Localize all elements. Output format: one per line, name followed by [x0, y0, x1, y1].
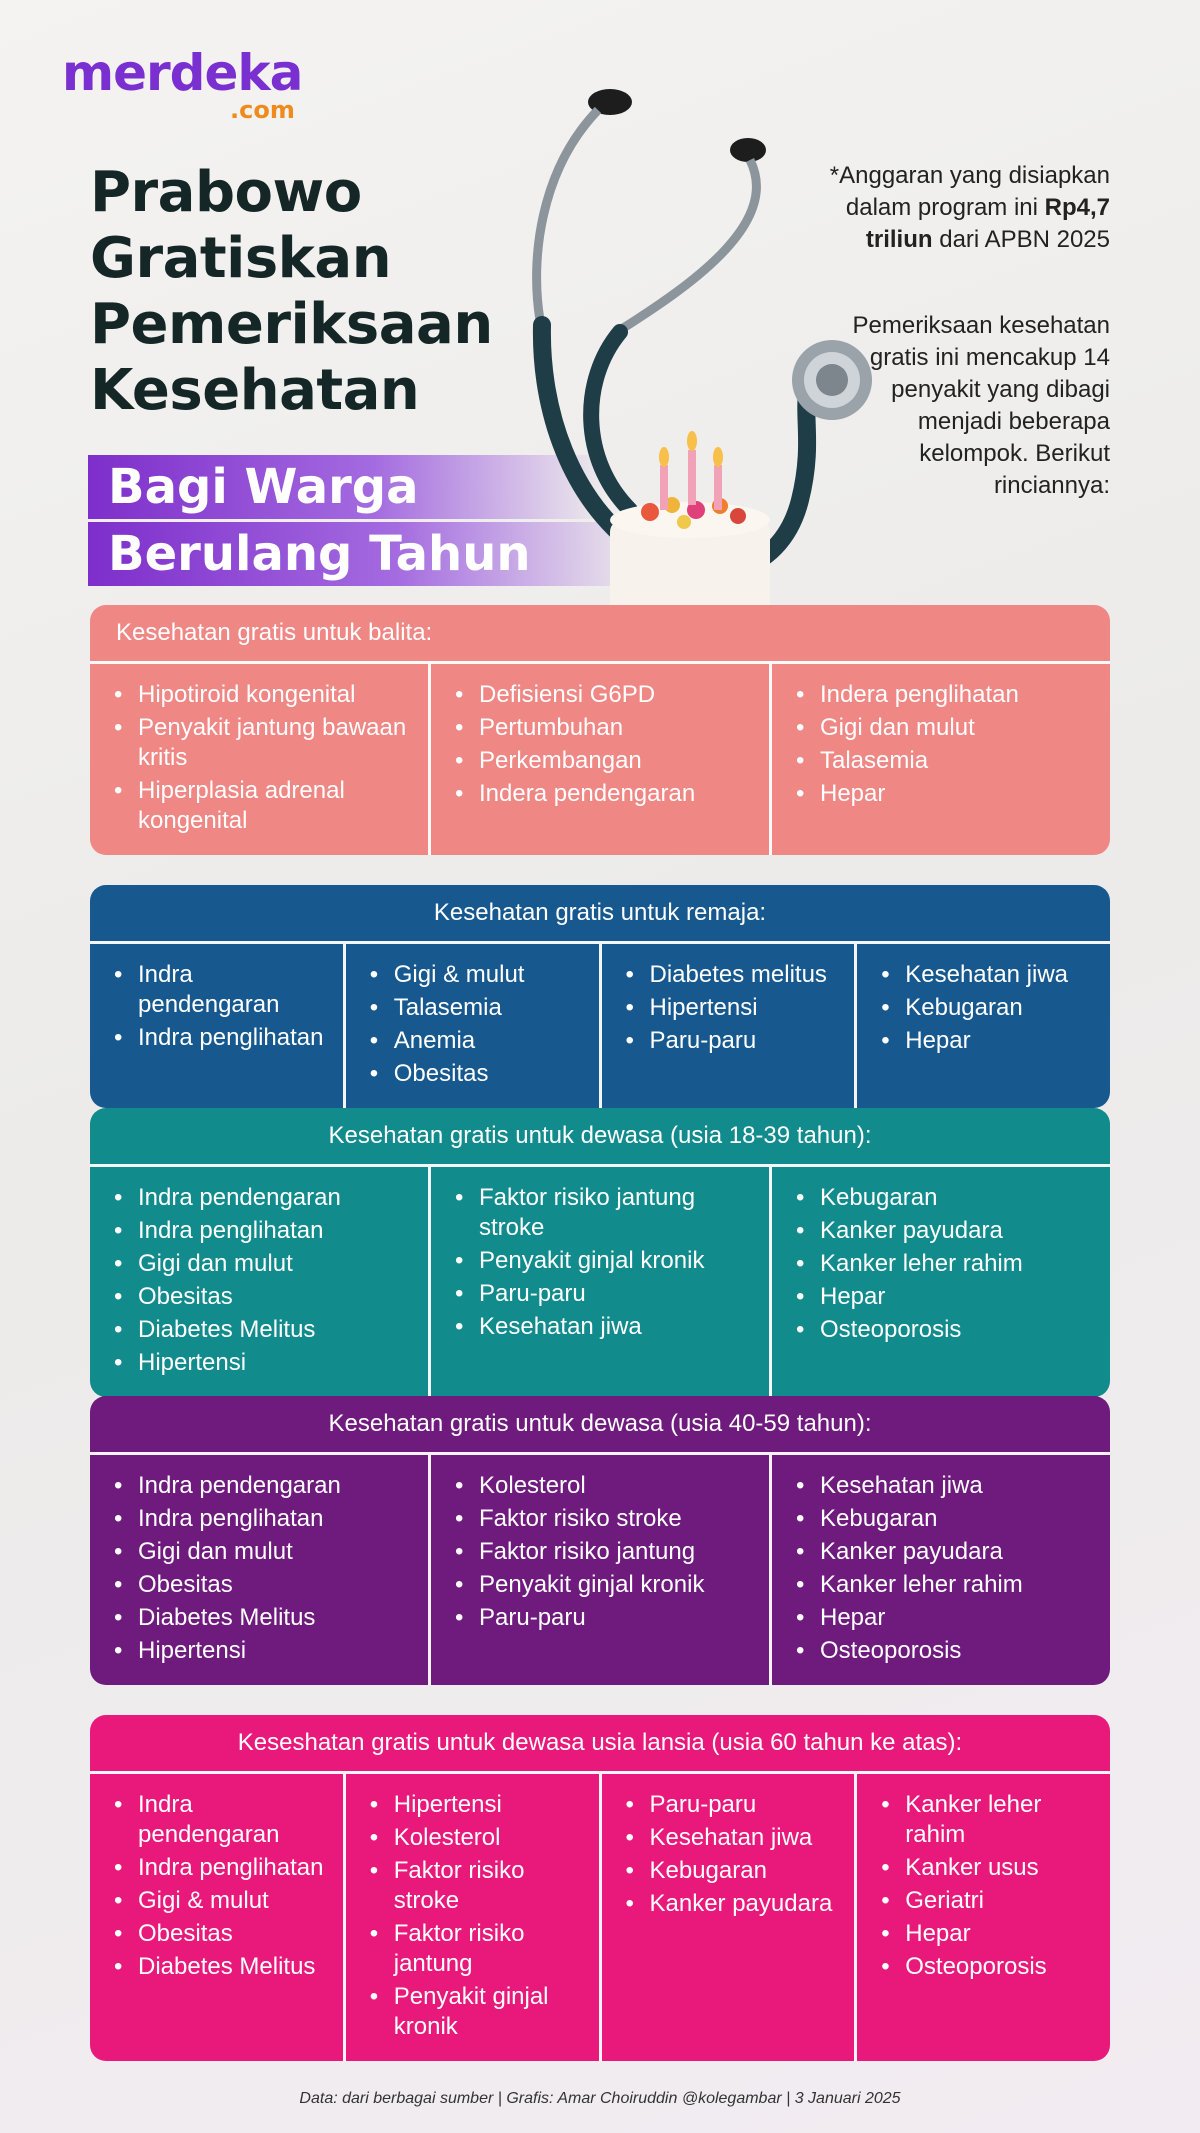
section-title: Kesehatan gratis untuk dewasa (usia 40-59 tahun):: [328, 1410, 872, 1437]
list-item: • Kebugaran: [796, 1504, 1100, 1534]
binaural-right: [620, 160, 756, 330]
list-item: • Hipertensi: [114, 1636, 418, 1666]
flame-icon: [687, 431, 697, 451]
section-column: [769, 1164, 1110, 1397]
list-item: • Faktor risiko stroke: [370, 1856, 589, 1916]
list-item: • Hepar: [796, 1282, 1100, 1312]
list-item: • Faktor risiko jantung: [370, 1919, 589, 1979]
list-item: • Kanker usus: [881, 1853, 1100, 1883]
list-item: • Kebugaran: [626, 1856, 845, 1886]
section-title: Kesehatan gratis untuk dewasa (usia 18-39 tahun):: [328, 1122, 872, 1149]
list-item: • Obesitas: [114, 1570, 418, 1600]
list-item: • Gigi dan mulut: [114, 1249, 418, 1279]
list-item: • Kanker leher rahim: [881, 1790, 1100, 1850]
list-item: • Kesehatan jiwa: [881, 960, 1100, 990]
section-columns: [90, 1164, 1110, 1397]
section-column: [343, 941, 599, 1108]
list-item: • Hipertensi: [114, 1348, 418, 1378]
list-item: • Kolesterol: [455, 1471, 759, 1501]
section-column: [428, 661, 769, 855]
section-column: [90, 661, 428, 855]
list-item: • Penyakit ginjal kronik: [455, 1570, 759, 1600]
list-item: • Paru-paru: [455, 1279, 759, 1309]
list-item: • Indra penglihatan: [114, 1504, 418, 1534]
list-item: • Hiperplasia adrenal kongenital: [114, 776, 418, 836]
merdeka-logo[interactable]: [62, 44, 303, 124]
section-column: [90, 1164, 428, 1397]
list-item: • Gigi & mulut: [114, 1886, 333, 1916]
budget-note-pre: *Anggaran yang disiapkan dalam program ini: [829, 162, 1110, 221]
list-item: • Hepar: [796, 779, 1100, 809]
list-item: • Kesehatan jiwa: [626, 1823, 845, 1853]
budget-note: [780, 160, 1110, 256]
tubing-yoke: [591, 332, 630, 510]
candle: [688, 450, 696, 505]
list-item: • Indra pendengaran: [114, 1183, 418, 1213]
list-item: • Pertumbuhan: [455, 713, 759, 743]
section-column: [854, 1771, 1110, 2061]
list-item: • Kebugaran: [881, 993, 1100, 1023]
list-item: • Kesehatan jiwa: [796, 1471, 1100, 1501]
headline-line: Prabowo: [90, 160, 362, 225]
headline-line: Pemeriksaan: [90, 292, 493, 357]
list-item: • Obesitas: [114, 1282, 418, 1312]
list-item: • Diabetes Melitus: [114, 1603, 418, 1633]
list-item: • Talasemia: [370, 993, 589, 1023]
section-title: Kesehatan gratis untuk remaja:: [433, 899, 767, 926]
list-item: • Kanker payudara: [626, 1889, 845, 1919]
list-item: • Indera pendengaran: [455, 779, 759, 809]
section-column: [343, 1771, 599, 2061]
list-item: • Kanker leher rahim: [796, 1570, 1100, 1600]
list-item: • Osteoporosis: [796, 1315, 1100, 1345]
section-column: [769, 661, 1110, 855]
logo-wordmark: merdeka: [62, 44, 303, 102]
list-item: • Gigi dan mulut: [796, 713, 1100, 743]
headline-line: Gratiskan: [90, 226, 392, 291]
section-title: Kesehatan gratis untuk balita:: [116, 619, 433, 646]
section-title: Keseshatan gratis untuk dewasa usia lansia (usia 60 tahun ke atas):: [237, 1729, 963, 1756]
section-column: [854, 941, 1110, 1108]
list-item: • Obesitas: [114, 1919, 333, 1949]
section-column: [428, 1452, 769, 1685]
list-item: • Faktor risiko stroke: [455, 1504, 759, 1534]
list-item: • Obesitas: [370, 1059, 589, 1089]
list-item: • Defisiensi G6PD: [455, 680, 759, 710]
list-item: • Paru-paru: [455, 1603, 759, 1633]
list-item: • Gigi & mulut: [370, 960, 589, 990]
list-item: • Hipotiroid kongenital: [114, 680, 418, 710]
logo-domain: .com: [230, 96, 295, 124]
list-item: • Penyakit ginjal kronik: [370, 1982, 589, 2042]
headline-line: Kesehatan: [90, 358, 420, 423]
section-column: [90, 1452, 428, 1685]
binaural-left: [537, 110, 598, 320]
section-balita: [90, 605, 1110, 855]
list-item: • Penyakit jantung bawaan kritis: [114, 713, 418, 773]
list-item: • Faktor risiko jantung stroke: [455, 1183, 759, 1243]
list-item: • Indra penglihatan: [114, 1023, 333, 1053]
budget-amount: Rp4,7 triliun: [865, 194, 1110, 253]
list-item: • Osteoporosis: [881, 1952, 1100, 1982]
section-column: [769, 1452, 1110, 1685]
section-lansia: [90, 1715, 1110, 2061]
list-item: • Kanker leher rahim: [796, 1249, 1100, 1279]
section-columns: [90, 1452, 1110, 1685]
section-dewasa-18-39: [90, 1108, 1110, 1397]
list-item: • Indra pendengaran: [114, 1471, 418, 1501]
section-columns: [90, 1771, 1110, 2061]
list-item: • Hepar: [796, 1603, 1100, 1633]
list-item: • Osteoporosis: [796, 1636, 1100, 1666]
headline-band-2: Berulang Tahun: [88, 522, 648, 586]
list-item: • Hipertensi: [626, 993, 845, 1023]
list-item: • Paru-paru: [626, 1026, 845, 1056]
section-column: [90, 1771, 343, 2061]
list-item: • Indra pendengaran: [114, 960, 333, 1020]
section-columns: [90, 661, 1110, 855]
footer-credits: Data: dari berbagai sumber | Grafis: Amar Choiruddin @kolegambar | 3 Januari 2025: [299, 2090, 901, 2107]
list-item: • Kanker payudara: [796, 1216, 1100, 1246]
list-item: • Indera penglihatan: [796, 680, 1100, 710]
list-item: • Diabetes Melitus: [114, 1315, 418, 1345]
list-item: • Kanker payudara: [796, 1537, 1100, 1567]
list-item: • Geriatri: [881, 1886, 1100, 1916]
list-item: • Talasemia: [796, 746, 1100, 776]
earpiece-right-icon: [730, 138, 766, 162]
list-item: • Diabetes melitus: [626, 960, 845, 990]
list-item: • Perkembangan: [455, 746, 759, 776]
list-item: • Penyakit ginjal kronik: [455, 1246, 759, 1276]
section-column: [90, 941, 343, 1108]
list-item: • Gigi dan mulut: [114, 1537, 418, 1567]
list-item: • Hepar: [881, 1026, 1100, 1056]
list-item: • Indra penglihatan: [114, 1216, 418, 1246]
headline: [90, 160, 493, 424]
list-item: • Faktor risiko jantung: [455, 1537, 759, 1567]
section-columns: [90, 941, 1110, 1108]
section-dewasa-40-59: [90, 1396, 1110, 1685]
list-item: • Kebugaran: [796, 1183, 1100, 1213]
list-item: • Indra penglihatan: [114, 1853, 333, 1883]
list-item: • Indra pendengaran: [114, 1790, 333, 1850]
flame-icon: [713, 447, 723, 467]
list-item: • Kolesterol: [370, 1823, 589, 1853]
section-column: [599, 941, 855, 1108]
list-item: • Hipertensi: [370, 1790, 589, 1820]
list-item: • Hepar: [881, 1919, 1100, 1949]
headline-band-1: Bagi Warga: [88, 455, 608, 519]
section-column: [599, 1771, 855, 2061]
candle: [714, 465, 722, 510]
list-item: • Paru-paru: [626, 1790, 845, 1820]
list-item: • Diabetes Melitus: [114, 1952, 333, 1982]
flame-icon: [659, 447, 669, 467]
section-remaja: [90, 885, 1110, 1108]
coverage-note: Pemeriksaan kesehatan gratis ini mencakup 14 penyakit yang dibagi menjadi beberapa kelompok. Berikut rinciannya:: [852, 312, 1110, 499]
candle: [660, 465, 668, 510]
list-item: • Anemia: [370, 1026, 589, 1056]
budget-note-post: dari APBN 2025: [932, 226, 1110, 253]
list-item: • Kesehatan jiwa: [455, 1312, 759, 1342]
section-column: [428, 1164, 769, 1397]
